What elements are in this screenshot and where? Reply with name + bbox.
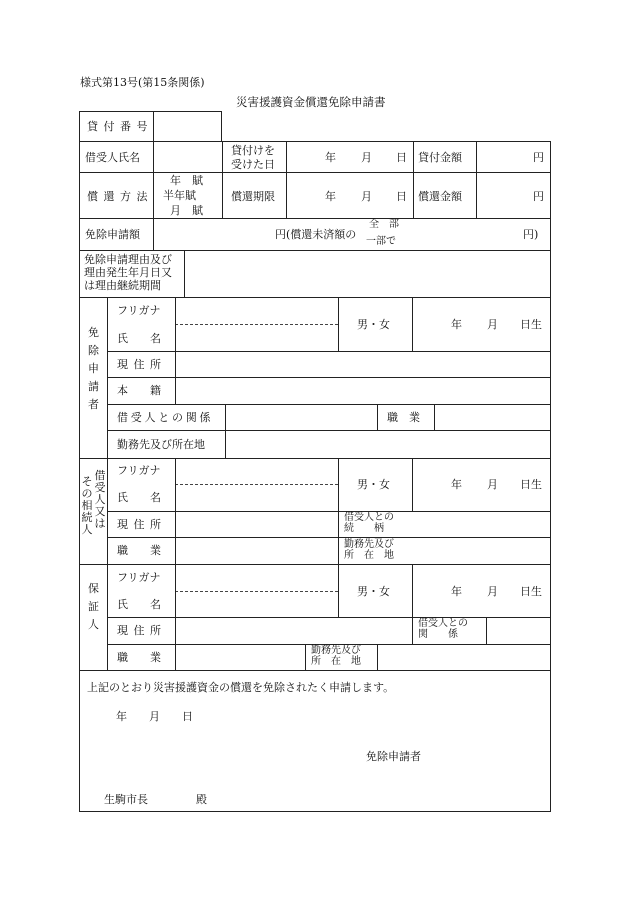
form-page: 様式第13号(第15条関係) 災害援護資金償還免除申請書 貸付番号 借受人氏名 貸付けを 受けた日 年 月 日 貸付金額 円 償還方法 年 賦 半年賦 月 賦 償還期限 年 月 日 償還金額 円 免除申請額 円(償還未済額の 全 部 一部で 円) 免除申請理由及び 理由発生年月日又 は理由継続期間 免除申請者 フリガナ 氏 名 男・女 年 月 日生 現住所 本 籍 借受人との関係 職 業 勤務先及び所在地 借受人又は その相続人 フリガナ 氏 名 男・女 年 月 日生 現住所 借受人との 続 柄 職 業 勤務先及び 所 在 地 保証人 フリガナ 氏 名 男・女 年 月 日生 現住所 借受人との 関 係 職 業 勤務先及び 所 在 地 上記のとおり災害援護資金の償還を免除されたく申請します。 年 月 日 免除申請者 生駒市長 殿 — [0, 0, 630, 903]
guarantor-relation-label: 借受人との 関 係 — [418, 618, 468, 640]
occupation-label: 職 業 — [387, 411, 420, 424]
heir-relation-label: 借受人との 続 柄 — [344, 512, 394, 534]
borrower-name-label: 借受人氏名 — [85, 151, 140, 164]
repay-method-label: 償還方法 — [87, 190, 153, 203]
heir-section-label-b: その相続人 — [81, 475, 93, 536]
heir-workplace-label: 勤務先及び 所 在 地 — [344, 539, 394, 561]
declaration-date: 年 月 日 — [116, 710, 193, 723]
honorific: 殿 — [196, 793, 207, 806]
name-label: 氏 名 — [117, 332, 161, 345]
partial-option: 一部で — [366, 236, 396, 247]
furigana-label: フリガナ — [117, 304, 161, 317]
relation-label: 借受人との関係 — [117, 411, 214, 424]
guarantor-section-label: 保証人 — [88, 582, 99, 631]
exemption-amount-text: 円(償還未済額の — [275, 228, 357, 241]
all-part-option: 全 部 — [369, 219, 399, 230]
gender-label: 男・女 — [357, 318, 390, 331]
loan-amount-label: 貸付金額 — [418, 151, 462, 164]
applicant-signature-label: 免除申請者 — [366, 750, 421, 763]
reason-label: 免除申請理由及び 理由発生年月日又 は理由継続期間 — [84, 253, 172, 292]
exemption-amount-label: 免除申請額 — [85, 228, 140, 241]
guarantor-workplace-label: 勤務先及び 所 在 地 — [311, 645, 361, 667]
address-label: 現住所 — [117, 358, 167, 371]
heir-section-label-a: 借受人又は — [94, 469, 106, 530]
declaration-text: 上記のとおり災害援護資金の償還を免除されたく申請します。 — [87, 681, 395, 694]
applicant-section-label: 免除申請者 — [88, 326, 99, 411]
repay-period-label: 償還期限 — [231, 190, 275, 203]
form-title: 災害援護資金償還免除申請書 — [236, 95, 386, 109]
domicile-label: 本 籍 — [117, 384, 161, 397]
semiannual-option: 半年賦 — [163, 189, 196, 202]
loan-date-label-2: 受けた日 — [231, 158, 275, 171]
workplace-label: 勤務先及び所在地 — [117, 438, 205, 451]
form-number: 様式第13号(第15条関係) — [80, 76, 205, 89]
loan-date-label-1: 貸付けを — [231, 144, 275, 157]
loan-number-label: 貸付番号 — [87, 120, 153, 133]
monthly-option: 月 賦 — [170, 204, 203, 217]
annual-option: 年 賦 — [170, 174, 203, 187]
repay-amount-label: 償還金額 — [418, 190, 462, 203]
addressee: 生駒市長 — [104, 793, 148, 806]
